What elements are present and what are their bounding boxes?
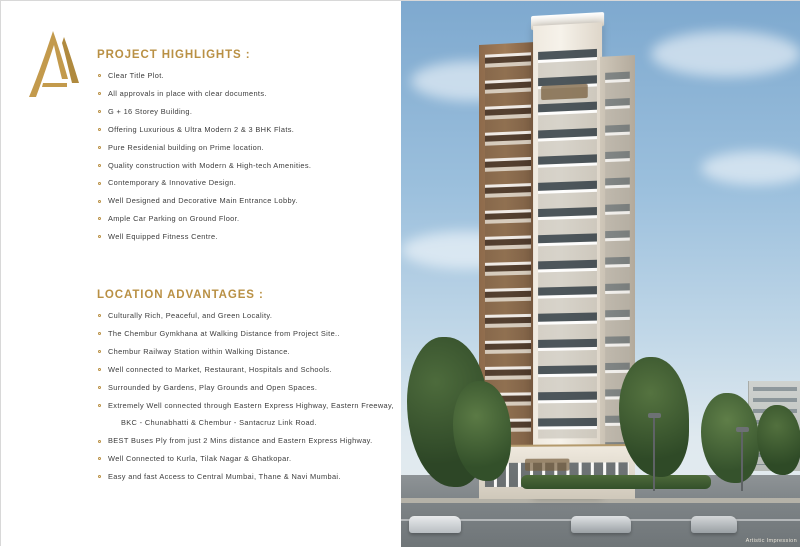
location-item [97, 437, 394, 446]
ashapura-monogram-logo [23, 27, 85, 105]
bullet-dot-icon [98, 217, 101, 220]
location-item-label: Surrounded by Gardens, Play Grounds and Open Spaces. [108, 382, 318, 392]
highlight-item-label: Ample Car Parking on Ground Floor. [108, 214, 240, 224]
car [409, 516, 461, 533]
location-item-label: Culturally Rich, Peaceful, and Green Locality. [108, 311, 273, 320]
bullet-dot-icon [98, 74, 101, 77]
project-highlights-section [97, 49, 311, 251]
bullet-dot-icon [98, 92, 101, 95]
highlight-item-label: Well Equipped Fitness Centre. [108, 232, 218, 242]
bullet-dot-icon [98, 475, 101, 478]
location-advantages-title: LOCATION ADVANTAGES : [97, 289, 264, 301]
highlight-item-label: Clear Title Plot. [108, 71, 165, 80]
location-item-label: Extremely Well connected through Eastern Express Highway, Eastern Freeway, [108, 400, 394, 410]
highlight-item-label: Contemporary & Innovative Design. [108, 178, 237, 188]
entrance-signage [525, 459, 569, 471]
car [571, 516, 631, 533]
location-item [97, 312, 394, 321]
bullet-dot-icon [98, 332, 101, 335]
location-item [97, 419, 394, 428]
bullet-dot-icon [98, 128, 101, 131]
bullet-dot-icon [98, 404, 101, 407]
bullet-dot-icon [98, 235, 101, 238]
highlight-item-label: Pure Residenial building on Prime location. [108, 142, 264, 152]
location-item [97, 348, 394, 357]
bullet-dot-icon [98, 350, 101, 353]
bullet-dot-icon [98, 368, 101, 371]
location-item-label: Well connected to Market, Restaurant, Hospitals and Schools. [108, 364, 332, 374]
highlight-item [97, 72, 311, 81]
bullet-dot-icon [98, 440, 101, 443]
location-item-label: Easy and fast Access to Central Mumbai, Thane & Navi Mumbai. [108, 472, 341, 482]
highlight-item [97, 179, 311, 188]
highlight-item-label: Offering Luxurious & Ultra Modern 2 & 3 BHK Flats. [108, 124, 295, 134]
highlight-item-label: All approvals in place with clear documents. [108, 88, 267, 98]
location-item-label: Well Connected to Kurla, Tilak Nagar & Ghatkopar. [108, 454, 292, 464]
highlight-item [97, 144, 311, 153]
highlight-item-label: Quality construction with Modern & High-tech Amenities. [108, 160, 312, 170]
bullet-dot-icon [98, 110, 101, 113]
location-item [97, 455, 394, 464]
highlight-item [97, 90, 311, 99]
tower-top-signage [541, 84, 588, 100]
location-item-label: The Chembur Gymkhana at Walking Distance from Project Site.. [108, 328, 340, 338]
street-light-pole [741, 431, 743, 491]
highlight-item [97, 233, 311, 242]
highlight-item [97, 126, 311, 135]
location-advantages-section [97, 289, 394, 491]
car [691, 516, 737, 533]
location-item [97, 402, 394, 411]
bullet-dot-icon [98, 457, 101, 460]
bullet-dot-icon [98, 386, 101, 389]
street-light-pole [653, 417, 655, 491]
building-rendering [401, 1, 800, 547]
highlight-item-label: G + 16 Storey Building. [108, 106, 193, 116]
bullet-dot-icon [98, 200, 101, 203]
hedge-row [521, 475, 711, 489]
bullet-dot-icon [98, 146, 101, 149]
highlight-item-label: Well Designed and Decorative Main Entrance Lobby. [108, 196, 298, 206]
info-panel [1, 1, 401, 547]
bullet-dot-icon [98, 164, 101, 167]
bullet-dot-icon [98, 182, 101, 185]
location-item [97, 384, 394, 393]
location-item-label: BKC - Chunabhatti & Chembur - Santacruz Link Road. [121, 418, 317, 428]
location-item-label: Chembur Railway Station within Walking Distance. [108, 346, 291, 356]
highlight-item [97, 215, 311, 224]
artistic-impression-credit: Artistic Impression [745, 538, 797, 544]
bullet-dot-icon [98, 314, 101, 317]
highlight-item [97, 197, 311, 206]
location-advantages-list [97, 312, 394, 482]
cloud [701, 151, 800, 185]
highlight-item [97, 162, 311, 171]
project-highlights-list [97, 72, 311, 242]
location-item-label: BEST Buses Ply from just 2 Mins distance and Eastern Express Highway. [108, 436, 373, 446]
project-highlights-title: PROJECT HIGHLIGHTS : [97, 49, 251, 61]
location-item [97, 366, 394, 375]
location-item [97, 330, 394, 339]
cloud [651, 31, 800, 77]
location-item [97, 473, 394, 482]
highlight-item [97, 108, 311, 117]
